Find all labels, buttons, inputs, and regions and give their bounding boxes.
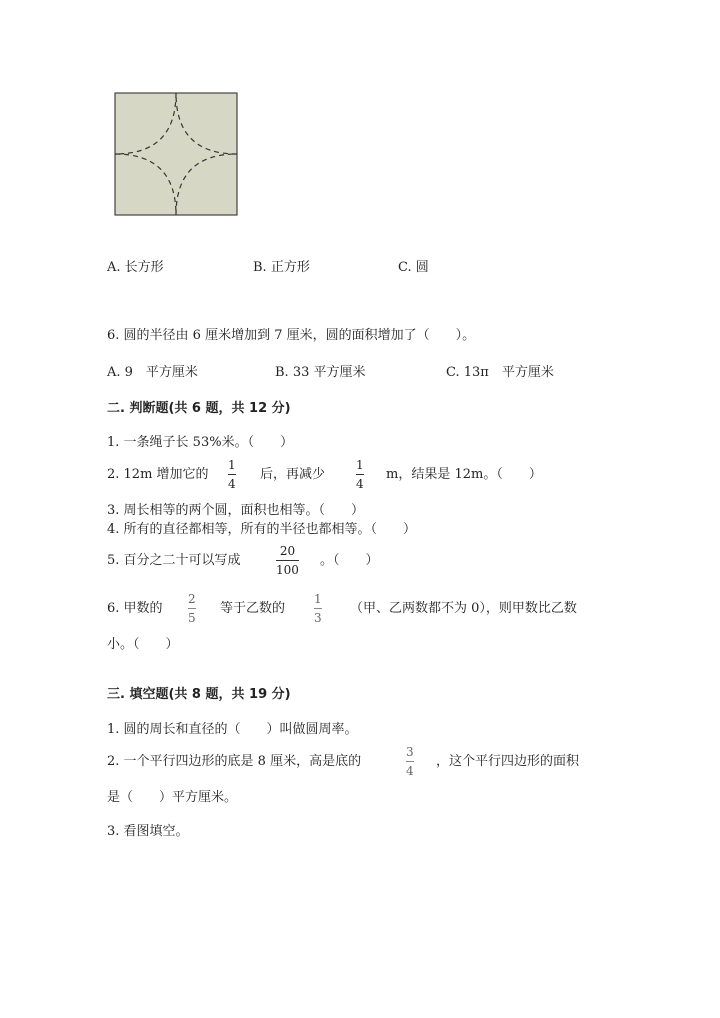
section2-q2-text-a: 2. 12m 增加它的	[107, 467, 209, 482]
section2-title: 二. 判断题(共 6 题，共 12 分)	[107, 401, 291, 416]
fraction-bar	[276, 560, 299, 561]
section2-q6-text-d: 小。（ ）	[107, 637, 179, 652]
numerator: 2	[188, 592, 196, 606]
section2-q1: 1. 一条绳子长 53%米。（ ）	[107, 435, 294, 450]
section2-q2-text-c: m，结果是 12m。（ ）	[386, 467, 542, 482]
section2-q5-text-b: 。（ ）	[320, 553, 379, 568]
section2-q3: 3. 周长相等的两个圆，面积也相等。（ ）	[107, 503, 365, 518]
fraction-bar	[228, 474, 236, 475]
q6-option-c[interactable]: C. 13π 平方厘米	[446, 365, 554, 380]
section3-q2-text-a: 2. 一个平行四边形的底是 8 厘米，高是底的	[107, 754, 362, 769]
numerator: 1	[228, 458, 236, 472]
section2-q6-text-c: （甲、乙两数都不为 0），则甲数比乙数	[350, 601, 577, 616]
numerator: 3	[406, 745, 414, 759]
numerator: 1	[356, 458, 364, 472]
denominator: 4	[406, 764, 414, 778]
fraction-3-4	[406, 745, 414, 778]
fraction-bar	[314, 608, 322, 609]
section3-title: 三. 填空题(共 8 题，共 19 分)	[107, 687, 291, 702]
square-shape	[115, 93, 237, 215]
q6-option-a[interactable]: A. 9 平方厘米	[107, 365, 198, 380]
denominator: 3	[314, 611, 322, 625]
q6-stem: 6. 圆的半径由 6 厘米增加到 7 厘米，圆的面积增加了（ ）。	[107, 328, 476, 343]
section3-q3: 3. 看图填空。	[107, 824, 189, 839]
numerator: 20	[279, 544, 296, 558]
section2-q4: 4. 所有的直径都相等，所有的半径也都相等。（ ）	[107, 522, 417, 537]
fraction-bar	[188, 608, 196, 609]
fraction-20-100	[276, 544, 299, 577]
fraction-bar	[356, 474, 364, 475]
section3-q2-text-c: 是（ ）平方厘米。	[107, 790, 238, 805]
fraction-2-5	[188, 592, 196, 625]
section3-q2-text-b: ，这个平行四边形的面积	[436, 754, 580, 769]
square-star-figure	[112, 90, 242, 220]
fraction-1-4-b	[356, 458, 364, 491]
fraction-1-4-a	[228, 458, 236, 491]
denominator: 5	[188, 611, 196, 625]
fraction-bar	[406, 761, 414, 762]
q6-option-b[interactable]: B. 33 平方厘米	[275, 365, 366, 380]
q5-option-b[interactable]: B. 正方形	[253, 260, 310, 275]
denominator: 100	[276, 563, 299, 577]
denominator: 4	[356, 477, 364, 491]
fraction-1-3	[314, 592, 322, 625]
numerator: 1	[314, 592, 322, 606]
section2-q2-text-b: 后，再减少	[260, 467, 326, 482]
q5-option-a[interactable]: A. 长方形	[107, 260, 164, 275]
q5-option-c[interactable]: C. 圆	[398, 260, 429, 275]
section2-q6-text-a: 6. 甲数的	[107, 601, 163, 616]
section2-q6-text-b: 等于乙数的	[220, 601, 286, 616]
denominator: 4	[228, 477, 236, 491]
section2-q5-text-a: 5. 百分之二十可以写成	[107, 553, 241, 568]
section3-q1: 1. 圆的周长和直径的（ ）叫做圆周率。	[107, 722, 358, 737]
